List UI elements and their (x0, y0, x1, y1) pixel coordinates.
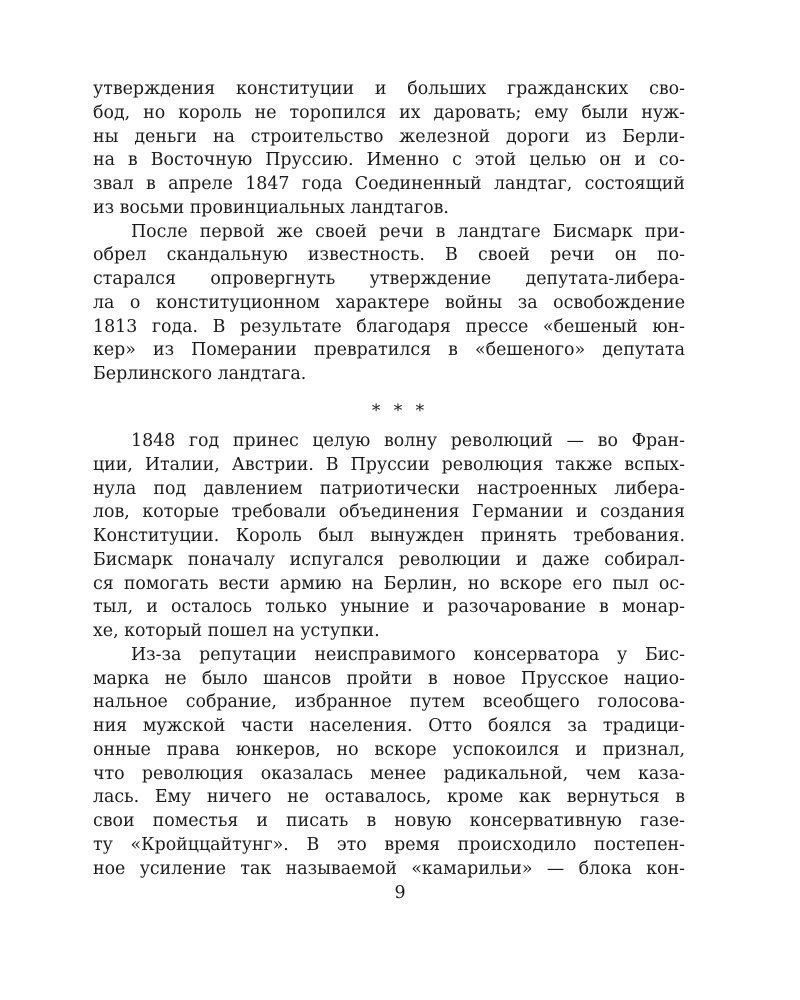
text-line: нальное собрание, избранное путем всеобщего голосова- (93, 692, 685, 713)
text-line: хе, который пошел на уступки. (93, 621, 380, 641)
text-line: кер» из Померании превратился в «бешеного» депутата (93, 340, 685, 361)
text-line: утверждения конституции и больших гражданских сво- (93, 79, 685, 99)
text-line: ла о конституционном характере войны за освобождение (93, 292, 685, 313)
text-section-2 (93, 430, 685, 881)
section-separator: * * * (371, 401, 429, 421)
text-line: ции, Италии, Австрии. В Пруссии революция также вспых- (93, 454, 685, 475)
text-line: бод, но король не торопился их даровать; ему были нуж- (93, 102, 685, 123)
text-line: нула под давлением патриотически настроенных либера- (93, 478, 685, 499)
text-line: ное усиление так называемой «камарильи» — блока кон- (93, 858, 685, 879)
text-line: Из-за репутации неисправимого консерватора у Бис- (131, 644, 685, 665)
text-line: свои поместья и писать в новую консервативную газе- (93, 811, 685, 831)
text-line: обрел скандальную известность. В своей речи он по- (93, 245, 685, 266)
text-line: на в Восточную Пруссию. Именно с этой целью он и со- (93, 150, 685, 171)
text-section-1 (93, 78, 685, 387)
text-line: ся помогать вести армию на Берлин, но вскоре его пыл ос- (93, 573, 685, 594)
text-line: ны деньги на строительство железной дороги из Берли- (93, 126, 685, 147)
text-line: Бисмарк поначалу испугался революции и даже собирал- (93, 549, 685, 570)
text-line: онные права юнкеров, но вскоре успокоился и признал, (93, 739, 685, 760)
text-line: 1813 года. В результате благодаря прессе «бешеный юн- (93, 316, 685, 337)
text-line: марка не было шансов пройти в новое Прусское нацио- (93, 668, 685, 689)
text-line: звал в апреле 1847 года Соединенный ландтаг, состоящий (93, 174, 685, 194)
text-line: тыл, и осталось только уныние и разочарование в монар- (93, 597, 685, 618)
text-line: что революция оказалась менее радикальной, чем каза- (93, 763, 685, 784)
text-line: 1848 год принес целую волну революций — во Фран- (131, 431, 685, 451)
text-line: старался опровергнуть утверждение депутата-либера- (93, 269, 685, 289)
text-line: ния мужской части населения. Отто боялся за традици- (93, 716, 685, 736)
text-line: Берлинского ландтага. (93, 364, 307, 384)
text-line: лов, которые требовали объединения Германии и создания (93, 502, 685, 523)
text-line: После первой же своей речи в ландтаге Бисмарк при- (131, 221, 685, 242)
page-number: 9 (394, 883, 406, 903)
text-line: Конституции. Король был вынужден принять требования. (93, 526, 685, 546)
text-line: из восьми провинциальных ландтагов. (93, 197, 449, 218)
text-line: ту «Кройццайтунг». В это время происходило постепен- (93, 834, 685, 855)
text-line: лась. Ему ничего не оставалось, кроме как вернуться в (93, 787, 685, 808)
